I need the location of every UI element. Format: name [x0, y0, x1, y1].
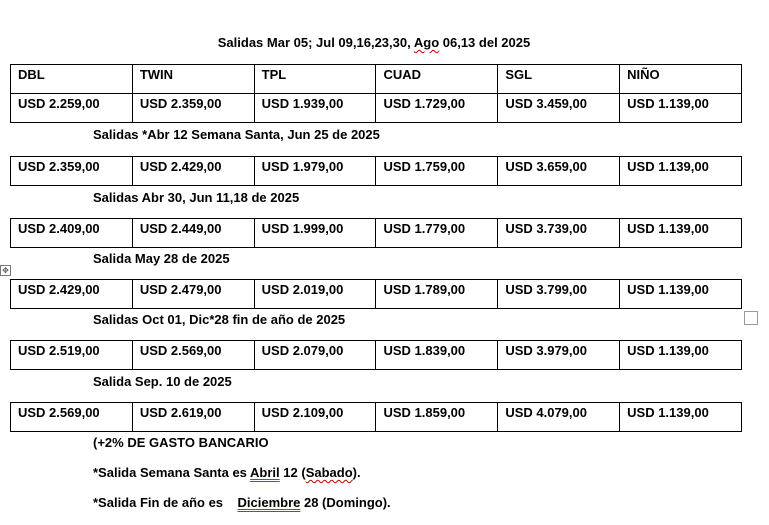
table-row — [11, 403, 742, 432]
table-header-row — [11, 65, 742, 94]
cell-nino: USD 1.139,00 — [620, 341, 742, 370]
header-cuad: CUAD — [376, 65, 498, 94]
price-table-3 — [10, 218, 742, 248]
table-row — [11, 219, 742, 248]
note-text: *Salida Fin de año es — [93, 495, 238, 510]
cell-twin: USD 2.619,00 — [132, 403, 254, 432]
header-dbl: DBL — [11, 65, 133, 94]
departure-caption: Salidas *Abr 12 Semana Santa, Jun 25 de 2025 — [93, 127, 380, 142]
title-spellcheck-word: Ago — [413, 35, 440, 50]
table-row — [11, 157, 742, 186]
note-day-word: Sabado — [305, 465, 353, 480]
cell-nino: USD 1.139,00 — [620, 157, 742, 186]
cell-dbl: USD 2.519,00 — [11, 341, 133, 370]
cell-cuad: USD 1.839,00 — [376, 341, 498, 370]
price-table-5 — [10, 340, 742, 370]
header-twin: TWIN — [132, 65, 254, 94]
cell-sgl: USD 3.979,00 — [498, 341, 620, 370]
page-title — [0, 35, 748, 50]
note-text: ). — [352, 465, 361, 480]
cell-cuad: USD 1.859,00 — [376, 403, 498, 432]
note-month-word: Abril — [250, 465, 280, 480]
note-month-word: Diciembre — [237, 495, 301, 510]
cell-cuad: USD 1.729,00 — [376, 94, 498, 123]
cell-twin: USD 2.429,00 — [132, 157, 254, 186]
departure-caption: Salidas Abr 30, Jun 11,18 de 2025 — [93, 190, 300, 205]
departure-caption: Salida Sep. 10 de 2025 — [93, 374, 232, 389]
cell-dbl: USD 2.429,00 — [11, 280, 133, 309]
price-table-2 — [10, 156, 742, 186]
cell-tpl: USD 2.079,00 — [254, 341, 376, 370]
cell-cuad: USD 1.759,00 — [376, 157, 498, 186]
note-text: 28 (Domingo). — [300, 495, 391, 510]
note-text: 12 ( — [279, 465, 306, 480]
bank-fee-note: (+2% DE GASTO BANCARIO — [93, 435, 269, 450]
easter-departure-note — [93, 465, 361, 480]
table-row — [11, 280, 742, 309]
cell-tpl: USD 1.979,00 — [254, 157, 376, 186]
cell-nino: USD 1.139,00 — [620, 94, 742, 123]
price-table-6 — [10, 402, 742, 432]
title-text-after: 06,13 del 2025 — [439, 35, 531, 50]
cell-dbl: USD 2.569,00 — [11, 403, 133, 432]
cell-sgl: USD 3.659,00 — [498, 157, 620, 186]
cell-twin: USD 2.569,00 — [132, 341, 254, 370]
cell-twin: USD 2.449,00 — [132, 219, 254, 248]
departure-caption: Salida May 28 de 2025 — [93, 251, 230, 266]
title-text-before: Salidas Mar 05; Jul 09,16,23,30, — [217, 35, 414, 50]
cell-dbl: USD 2.359,00 — [11, 157, 133, 186]
cell-twin: USD 2.479,00 — [132, 280, 254, 309]
cell-twin: USD 2.359,00 — [132, 94, 254, 123]
cell-dbl: USD 2.409,00 — [11, 219, 133, 248]
table-move-handle-icon[interactable]: ✥ — [0, 265, 11, 276]
cell-sgl: USD 3.459,00 — [498, 94, 620, 123]
cell-tpl: USD 2.109,00 — [254, 403, 376, 432]
table-row — [11, 94, 742, 123]
header-sgl: SGL — [498, 65, 620, 94]
departure-caption: Salidas Oct 01, Dic*28 fin de año de 2025 — [93, 312, 346, 327]
cell-sgl: USD 4.079,00 — [498, 403, 620, 432]
cell-sgl: USD 3.739,00 — [498, 219, 620, 248]
header-nino: NIÑO — [620, 65, 742, 94]
cell-tpl: USD 1.939,00 — [254, 94, 376, 123]
cell-tpl: USD 2.019,00 — [254, 280, 376, 309]
cell-nino: USD 1.139,00 — [620, 403, 742, 432]
new-year-departure-note — [93, 495, 391, 510]
cell-tpl: USD 1.999,00 — [254, 219, 376, 248]
price-table-4 — [10, 279, 742, 309]
cell-nino: USD 1.139,00 — [620, 219, 742, 248]
price-table-1 — [10, 64, 742, 123]
cell-cuad: USD 1.779,00 — [376, 219, 498, 248]
header-tpl: TPL — [254, 65, 376, 94]
table-row — [11, 341, 742, 370]
cell-cuad: USD 1.789,00 — [376, 280, 498, 309]
note-text: *Salida Semana Santa es — [93, 465, 251, 480]
table-resize-handle[interactable] — [744, 311, 758, 325]
cell-dbl: USD 2.259,00 — [11, 94, 133, 123]
cell-nino: USD 1.139,00 — [620, 280, 742, 309]
cell-sgl: USD 3.799,00 — [498, 280, 620, 309]
